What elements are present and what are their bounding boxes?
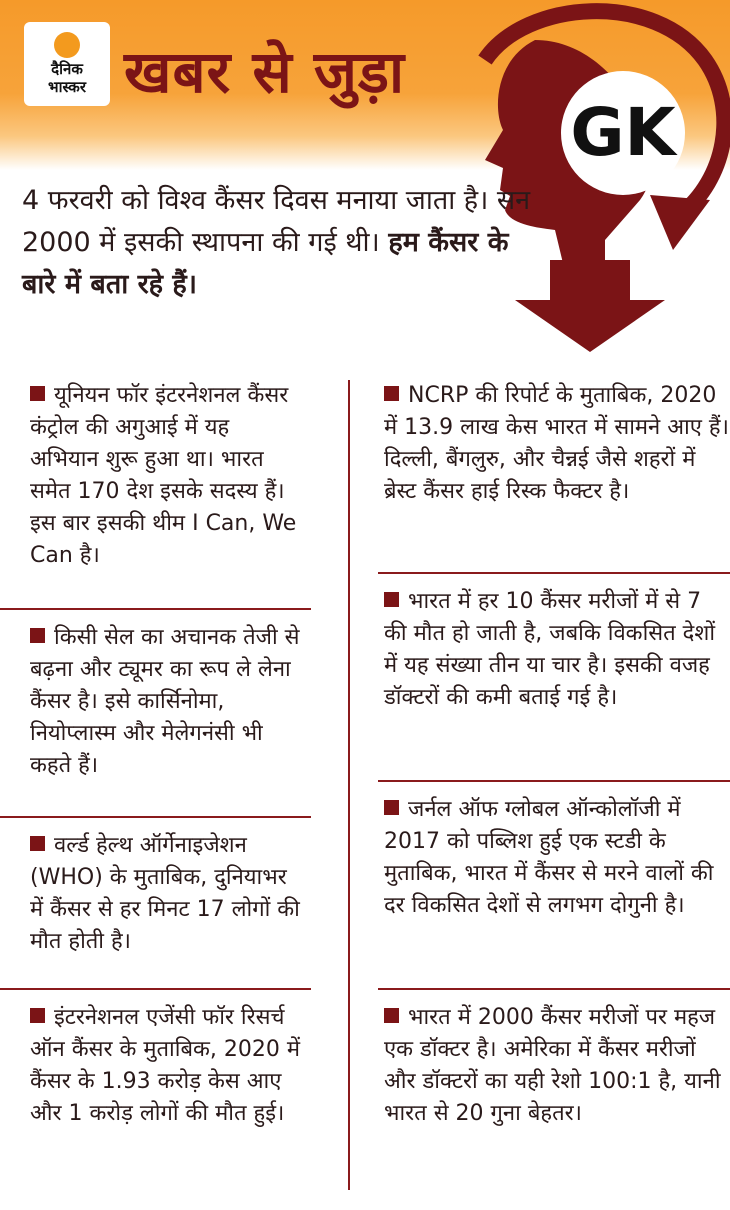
fact-card [378, 368, 730, 574]
fact-card [378, 782, 730, 990]
logo-line2: भास्कर [48, 78, 86, 96]
fact-card [0, 368, 311, 610]
bullet-icon [384, 592, 399, 607]
fact-text: भारत में 2000 कैंसर मरीजों पर महज एक डॉक्टर है। अमेरिका में कैंसर मरीजों और डॉक्टरों का यही रेशो 100:1 है, यानी भारत से 20 गुना बेहतर। [384, 1005, 721, 1126]
header-title: खबर से जुड़ा [124, 38, 405, 106]
fact-card [378, 990, 730, 1190]
bullet-icon [30, 386, 45, 401]
dainik-bhaskar-logo [24, 22, 110, 106]
bullet-icon [30, 628, 45, 643]
bullet-icon [30, 1008, 45, 1023]
intro-text: 4 फरवरी को विश्व कैंसर दिवस मनाया जाता है। सन 2000 में इसकी स्थापना की गई थी। [22, 185, 531, 258]
bullet-icon [30, 836, 45, 851]
intro-bold-text: हम कैंसर के बारे में बता रहे हैं। [22, 227, 509, 300]
fact-card [0, 818, 311, 990]
left-column [0, 368, 311, 1190]
bullet-icon [384, 386, 399, 401]
logo-line1: दैनिक [51, 60, 83, 78]
intro-paragraph [22, 180, 532, 306]
fact-card [0, 610, 311, 818]
fact-text: भारत में हर 10 कैंसर मरीजों में से 7 की मौत हो जाती है, जबकि विकसित देशों में यह संख्या तीन या चार है। इसकी वजह डॉक्टरों की कमी बताई गई है। [384, 589, 716, 710]
bullet-icon [384, 1008, 399, 1023]
sun-icon [54, 32, 80, 58]
bullet-icon [384, 800, 399, 815]
fact-text: वर्ल्ड हेल्थ ऑर्गेनाइजेशन (WHO) के मुताबिक, दुनियाभर में कैंसर से हर मिनट 17 लोगों की मौत होती है। [30, 833, 300, 954]
fact-text: NCRP की रिपोर्ट के मुताबिक, 2020 में 13.9 लाख केस भारत में सामने आए हैं। दिल्ली, बैंगलुरु, और चैन्नई जैसे शहरों में ब्रेस्ट कैंसर हाई रिस्क फैक्टर है। [384, 383, 729, 504]
column-divider [348, 380, 350, 1190]
fact-card [378, 574, 730, 782]
gk-badge: GK [570, 94, 676, 171]
right-column [378, 368, 730, 1190]
fact-text: इंटरनेशनल एजेंसी फॉर रिसर्च ऑन कैंसर के मुताबिक, 2020 में कैंसर के 1.93 करोड़ केस आए और 1 करोड़ लोगों की मौत हुई। [30, 1005, 301, 1126]
fact-text: किसी सेल का अचानक तेजी से बढ़ना और ट्यूमर का रूप ले लेना कैंसर है। इसे कार्सिनोमा, नियोप्लास्म और मेलेगनंसी भी कहते हैं। [30, 625, 300, 778]
fact-text: जर्नल ऑफ ग्लोबल ऑन्कोलॉजी में 2017 को पब्लिश हुई एक स्टडी के मुताबिक, भारत में कैंसर से मरने वालों की दर विकसित देशों से लगभग दोगुनी है। [384, 797, 714, 918]
fact-card [0, 990, 311, 1190]
fact-text: यूनियन फॉर इंटरनेशनल कैंसर कंट्रोल की अगुआई में यह अभियान शुरू हुआ था। भारत समेत 170 देश इसके सदस्य हैं। इस बार इसकी थीम I Can, We Can है। [30, 383, 297, 568]
